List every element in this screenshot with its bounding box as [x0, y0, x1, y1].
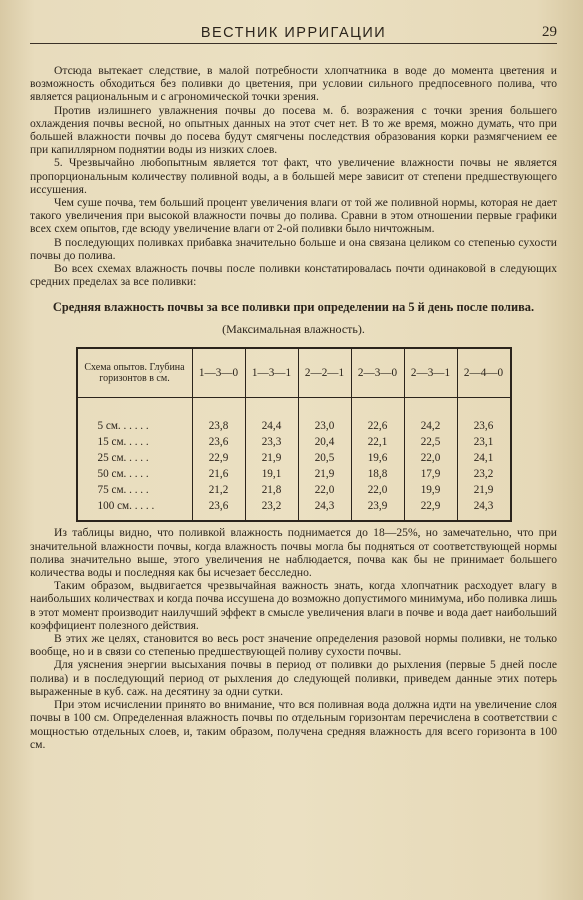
table-header-cell: 2—3—1	[404, 348, 457, 398]
value-cell: 24,1	[457, 450, 511, 466]
paragraph: Чем суше почва, тем больший процент увеличения влаги от той же поливной нормы, которая не дает такого увеличения при высокой влажности почвы до полива. Сравни в этом отношении первые графики всех схем опытов, где всюду увеличение влаги от 2-ой поливки было ничтожным.	[30, 196, 557, 236]
depth-cell: 100 см. . . . .	[97, 500, 155, 513]
paragraph: Таким образом, выдвигается чрезвычайная важность знать, когда хлопчатник расходует влагу в наибольших количествах и когда почва иссушена до возможно допустимого минимума, ибо поливка лишь в этот момент производит наилучший эффект в смысле увеличения влаги в почве и вода дает наибольший коэффициент полезного действия.	[30, 579, 557, 632]
value-cell: 22,9	[192, 450, 245, 466]
paragraph: Против излишнего увлажнения почвы до посева м. б. возражения с точки зрения большего охлаждения почвы весной, но опытных данных на этот счет нет. В то же время, можно думать, что при большей влажности почвы до посева будут смягчены последствия образования корки размягчением ее при капиллярном поднятии воды из низких слоев.	[30, 103, 557, 157]
paragraph: Отсюда вытекает следствие, в малой потребности хлопчатника в воде до момента цветения и возможность обходиться без поливки до цветения, при условии сильного предпосевного полива, что является рациональным и с агрономической точки зрения.	[30, 64, 557, 104]
value-cell: 23,6	[192, 434, 245, 450]
moisture-table	[76, 347, 512, 522]
value-cell: 23,2	[245, 498, 298, 521]
value-cell: 24,3	[457, 498, 511, 521]
table-header-cell: 1—3—1	[245, 348, 298, 398]
table-header-cell: 2—3—0	[351, 348, 404, 398]
value-cell: 22,9	[404, 498, 457, 521]
value-cell: 22,0	[404, 450, 457, 466]
value-cell: 22,1	[351, 434, 404, 450]
value-cell: 23,0	[298, 398, 351, 435]
journal-title: ВЕСТНИК ИРРИГАЦИИ	[200, 25, 387, 41]
body-text-top	[30, 64, 557, 288]
depth-cell: 25 см. . . . .	[97, 452, 149, 465]
paragraph: В этих же целях, становится во весь рост значение определения разовой нормы поливки, не только вообще, но и в связи со степенью предшествующей поливу сухости почвы.	[30, 632, 557, 659]
table-caption: Средняя влажность почвы за все поливки при определении на 5 й день после полива.	[52, 300, 535, 315]
value-cell: 24,4	[245, 398, 298, 435]
value-cell: 21,9	[245, 450, 298, 466]
page-number: 29	[542, 24, 557, 40]
paragraph: 5. Чрезвычайно любопытным является тот факт, что увеличение влажности почвы не является пропорциональным количеству поливной воды, а в большей мере зависит от степени предшествующего иссушения.	[30, 156, 557, 196]
table-row	[77, 434, 511, 450]
table-subcaption: (Максимальная влажность).	[222, 322, 365, 337]
value-cell: 23,3	[245, 434, 298, 450]
value-cell: 22,5	[404, 434, 457, 450]
value-cell: 23,6	[457, 398, 511, 435]
value-cell: 20,4	[298, 434, 351, 450]
paragraph: Во всех схемах влажность почвы после поливки констатировалась почти одинаковой в следующих средних пределах за все поливки:	[30, 262, 557, 289]
value-cell: 20,5	[298, 450, 351, 466]
value-cell: 21,6	[192, 466, 245, 482]
value-cell: 24,2	[404, 398, 457, 435]
value-cell: 22,6	[351, 398, 404, 435]
table-row	[77, 398, 511, 435]
value-cell: 22,0	[298, 482, 351, 498]
table-header-cell: 1—3—0	[192, 348, 245, 398]
table-row	[77, 466, 511, 482]
value-cell: 19,1	[245, 466, 298, 482]
value-cell: 19,9	[404, 482, 457, 498]
value-cell: 21,9	[457, 482, 511, 498]
paragraph: В последующих поливках прибавка значительно больше и она связана целиком со степенью сухости почвы до полива.	[30, 235, 557, 262]
value-cell: 21,9	[298, 466, 351, 482]
depth-cell: 50 см. . . . .	[97, 468, 149, 481]
paragraph: Для уяснения энергии высыхания почвы в период от поливки до рыхления (первые 5 дней после полива) и в последующий период от рыхления до следующей поливки, приведем данные этих потерь выраженные в куб. саж. на десятину за одни сутки.	[30, 658, 557, 698]
depth-cell: 5 см. . . . . .	[97, 420, 149, 433]
paragraph: При этом исчислении принято во внимание, что вся поливная вода должна идти на увеличение слоя почвы в 100 см. Определенная влажность почвы по отдельным горизонтам перечислена в соответствии с мощностью отдельных слоев, и, таким образом, получена средняя влажность для всего горизонта в 100 см.	[30, 698, 557, 751]
table-header-row	[77, 348, 511, 398]
paragraph: Из таблицы видно, что поливкой влажность поднимается до 18—25%, но замечательно, что при значительной влажности почвы, когда влажность почвы могла бы подняться от соответствующей нормы полива значительно выше, этого увеличения не наблюдается, почва как бы не принимает большего количества воды и последняя как бы исчезает бесследно.	[30, 526, 557, 580]
value-cell: 23,8	[192, 398, 245, 435]
table-row	[77, 498, 511, 521]
value-cell: 23,2	[457, 466, 511, 482]
value-cell: 24,3	[298, 498, 351, 521]
table-row	[77, 482, 511, 498]
body-text-bottom	[30, 526, 557, 750]
value-cell: 21,2	[192, 482, 245, 498]
value-cell: 17,9	[404, 466, 457, 482]
value-cell: 18,8	[351, 466, 404, 482]
depth-cell: 15 см. . . . .	[97, 436, 149, 449]
table-row	[77, 450, 511, 466]
page-header	[30, 24, 557, 44]
value-cell: 23,1	[457, 434, 511, 450]
value-cell: 19,6	[351, 450, 404, 466]
table-header-cell: 2—2—1	[298, 348, 351, 398]
table-header-cell: Схема опытов. Глубина горизонтов в см.	[77, 348, 193, 398]
value-cell: 23,6	[192, 498, 245, 521]
value-cell: 22,0	[351, 482, 404, 498]
depth-cell: 75 см. . . . .	[97, 484, 149, 497]
value-cell: 23,9	[351, 498, 404, 521]
value-cell: 21,8	[245, 482, 298, 498]
table-header-cell: 2—4—0	[457, 348, 511, 398]
